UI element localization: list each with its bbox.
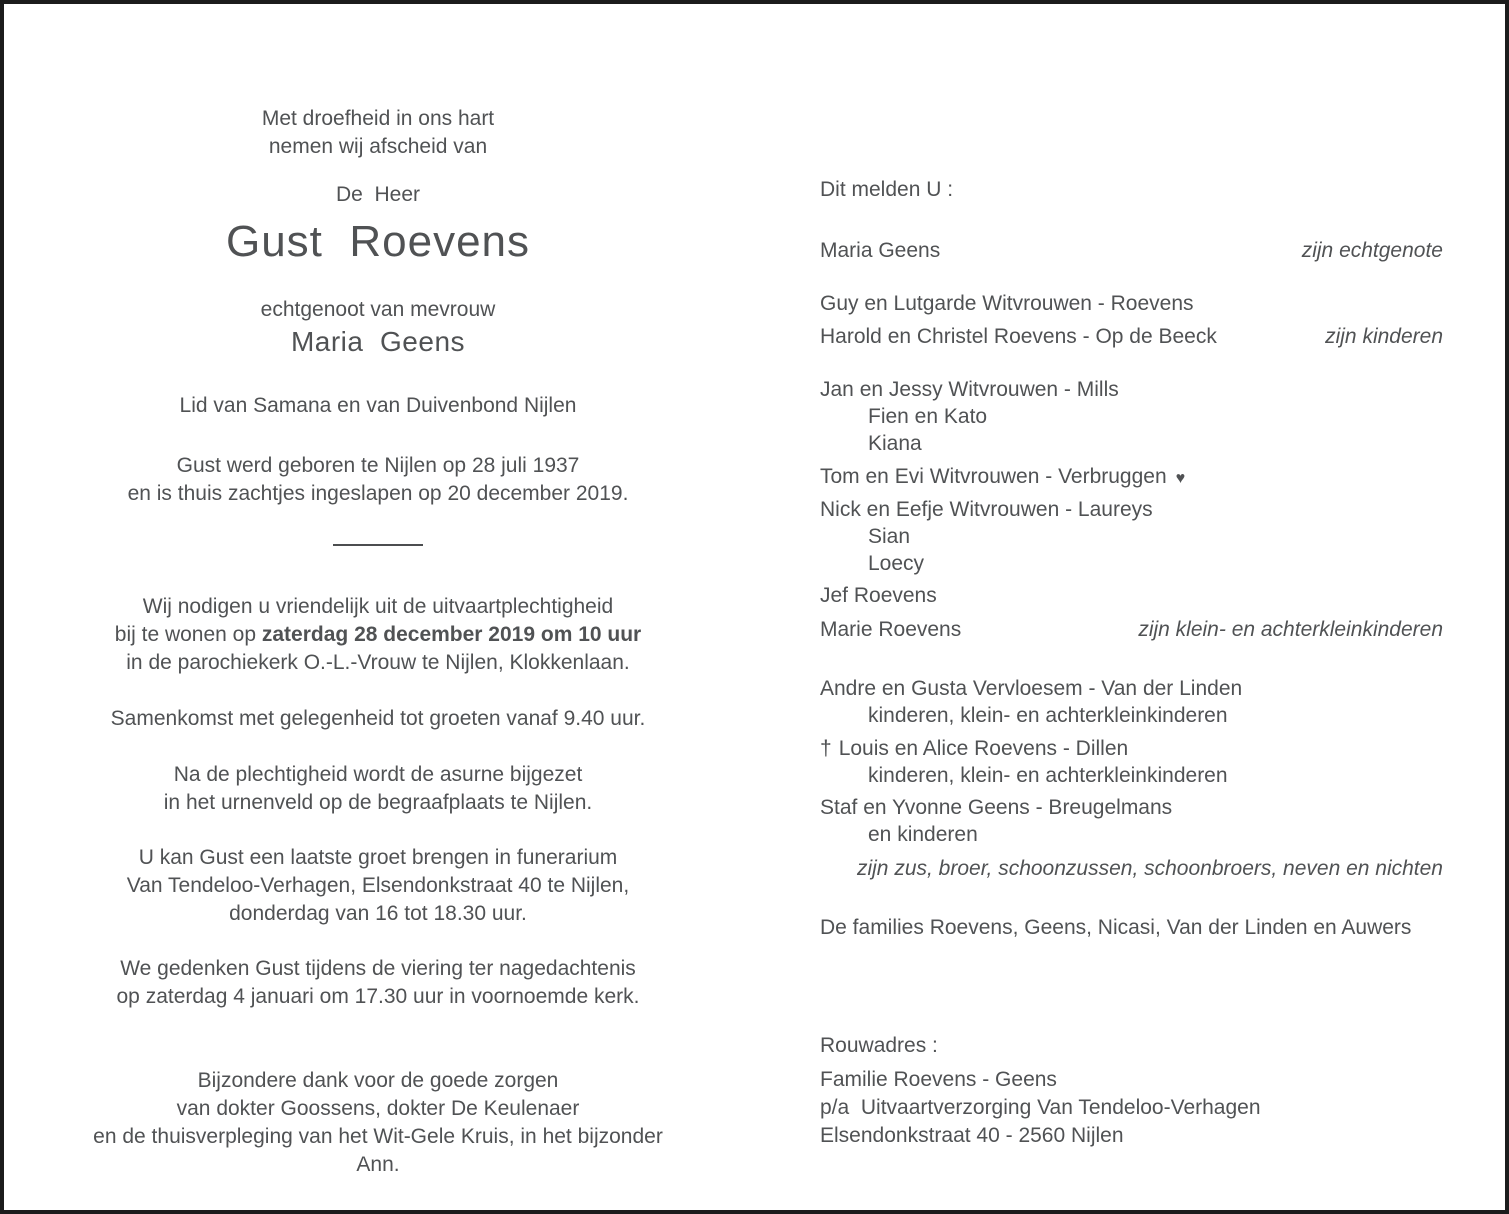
family-name: Guy en Lutgarde Witvrouwen - Roevens [820,292,1194,315]
family-name: Kiana [868,432,922,455]
rouwadres-line [820,1066,1443,1094]
salutation [70,181,686,209]
family-row [820,616,1443,644]
family-row [820,496,1443,524]
family-name: Jef Roevens [820,584,937,607]
funerarium-line: U kan Gust een laatste groet brengen in funerarium [138,846,618,869]
family-name: kinderen, klein- en achterkleinkinderen [868,704,1228,727]
family-name: Marie Roevens [820,618,962,641]
family-row [820,376,1443,404]
deceased-name-block [70,216,686,268]
gathering-line: Samenkomst met gelegenheid tot groeten vanaf 9.40 uur. [110,707,646,730]
funerarium-line: donderdag van 16 tot 18.30 uur. [229,902,527,925]
rouwadres-line [820,1094,1443,1122]
family-column [820,0,1443,1214]
salutation-text: De Heer [335,183,421,206]
memorial-line: op zaterdag 4 januari om 17.30 uur in voornoemde kerk. [116,985,640,1008]
invitation-paragraph [70,593,686,677]
families-summary-text: De families Roevens, Geens, Nicasi, Van der Linden en Auwers [820,916,1412,939]
family-name: Jan en Jessy Witvrouwen - Mills [820,378,1119,401]
invitation-line: Wij nodigen u vriendelijk uit de uitvaartplechtigheid [142,595,614,618]
invitation-line [70,621,686,649]
spouse-name-block [70,324,686,360]
urn-line: in het urnenveld op de begraafplaats te Nijlen. [163,791,593,814]
deceased-dagger-icon: † [820,737,832,760]
family-row-indented [820,523,1443,551]
spouse-name: Maria Geens [290,326,466,357]
family-row [820,290,1443,318]
rouwadres-care-of: p/a Uitvaartverzorging Van Tendeloo-Verhagen [820,1096,1261,1119]
family-name: Louis en Alice Roevens - Dillen [838,737,1129,760]
family-name: en kinderen [868,823,978,846]
thanks-line: en de thuisverpleging van het Wit-Gele Kruis, in het bijzonder Ann. [93,1125,668,1176]
rouwadres-header-text: Rouwadres : [820,1034,938,1057]
families-summary-row [820,914,1443,942]
life-dates-paragraph [70,452,686,508]
death-line: en is thuis zachtjes ingeslapen op 20 december 2019. [127,482,629,505]
family-row-indented [820,550,1443,578]
family-row [820,735,1443,763]
announcement-column [70,0,686,1214]
gathering-paragraph [70,705,686,733]
family-row-indented [820,403,1443,431]
family-name: Loecy [868,552,925,575]
family-row-indented [820,430,1443,458]
family-name: Maria Geens [820,239,941,262]
spouse-label-block [70,296,686,324]
family-name: Nick en Eefje Witvrouwen - Laureys [820,498,1153,521]
family-name: kinderen, klein- en achterkleinkinderen [868,764,1228,787]
section-divider [333,544,423,546]
family-row-indented [820,702,1443,730]
membership-text: Lid van Samana en van Duivenbond Nijlen [179,394,577,417]
intro-paragraph [70,105,686,161]
thanks-line: van dokter Goossens, dokter De Keulenaer [176,1097,580,1120]
family-row [820,675,1443,703]
birth-line: Gust werd geboren te Nijlen op 28 juli 1937 [176,454,580,477]
family-row [820,794,1443,822]
thanks-line: Bijzondere dank voor de goede zorgen [197,1069,559,1092]
relation-label: zijn klein- en achterkleinkinderen [1138,618,1443,641]
intro-line: nemen wij afscheid van [268,135,488,158]
family-name: Staf en Yvonne Geens - Breugelmans [820,796,1173,819]
rouwadres-line [820,1122,1443,1150]
family-name: Sian [868,525,911,548]
invitation-date-emphasis: zaterdag 28 december 2019 om 10 uur [261,623,642,646]
memorial-paragraph [70,955,686,1011]
invitation-date-prefix: bij te wonen op [114,623,262,646]
relation-label: zijn echtgenote [1301,239,1443,262]
family-list-header-text: Dit melden U : [820,178,954,201]
family-row-indented [820,762,1443,790]
family-name: Harold en Christel Roevens - Op de Beeck [820,325,1217,348]
rouwadres-header [820,1032,1443,1060]
spouse-label: echtgenoot van mevrouw [260,298,496,321]
family-name: Andre en Gusta Vervloesem - Van der Linden [820,677,1243,700]
family-row [820,582,1443,610]
invitation-line: in de parochiekerk O.-L.-Vrouw te Nijlen, Klokkenlaan. [126,651,630,674]
thanks-paragraph [70,1067,686,1179]
urn-paragraph [70,761,686,817]
family-row [820,855,1443,883]
urn-line: Na de plechtigheid wordt de asurne bijgezet [173,763,583,786]
rouwadres-family: Familie Roevens - Geens [820,1068,1057,1091]
relation-label: zijn kinderen [1325,325,1443,348]
family-list-header [820,176,1443,204]
rouwadres-street: Elsendonkstraat 40 - 2560 Nijlen [820,1124,1124,1147]
family-name: Fien en Kato [868,405,988,428]
family-row [820,323,1443,351]
heart-icon: ♥ [1175,470,1186,487]
family-row [820,463,1443,493]
family-row [820,237,1443,265]
membership-block [70,392,686,420]
memorial-line: We gedenken Gust tijdens de viering ter nagedachtenis [120,957,636,980]
funerarium-paragraph [70,844,686,928]
funerarium-line: Van Tendeloo-Verhagen, Elsendonkstraat 40 te Nijlen, [126,874,630,897]
deceased-name: Gust Roevens [225,217,531,266]
intro-line: Met droefheid in ons hart [261,107,495,130]
relation-label: zijn zus, broer, schoonzussen, schoonbroers, neven en nichten [856,857,1443,880]
family-row-indented [820,821,1443,849]
family-name: Tom en Evi Witvrouwen - Verbruggen [820,465,1167,488]
